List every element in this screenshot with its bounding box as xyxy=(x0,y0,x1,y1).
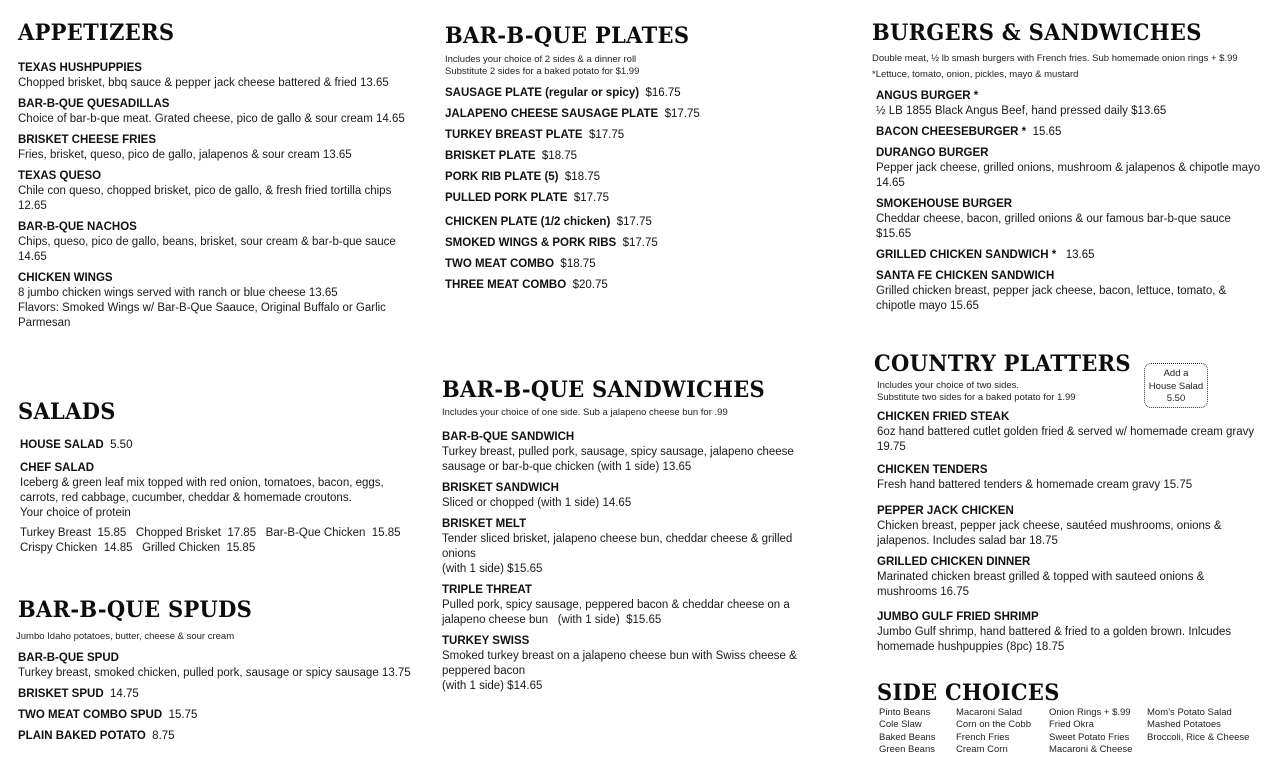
side-item: Fried Okra xyxy=(1049,719,1094,731)
menu-item xyxy=(18,651,428,681)
item-name: TWO MEAT COMBO SPUD xyxy=(18,709,163,721)
item-name: HOUSE SALAD xyxy=(20,439,104,451)
item-name: TURKEY BREAST PLATE xyxy=(445,129,583,141)
item-name: BAR-B-QUE SPUD xyxy=(18,652,119,664)
item-name: GRILLED CHICKEN SANDWICH * xyxy=(876,249,1057,261)
item-desc: Pepper jack cheese, grilled onions, mushroom & jalapenos & chipotle mayo xyxy=(876,162,1261,174)
item-name: BRISKET CHEESE FRIES xyxy=(18,134,157,146)
menu-item xyxy=(876,248,1272,263)
item-desc: Chicken breast, pepper jack cheese, sautéed mushrooms, onions & xyxy=(877,520,1222,532)
item-desc: Fresh hand battered tenders & homemade cream gravy 15.75 xyxy=(877,479,1193,491)
item-name: THREE MEAT COMBO xyxy=(445,279,567,291)
item-name: CHICKEN WINGS xyxy=(18,272,113,284)
side-item: Broccoli, Rice & Cheese xyxy=(1147,731,1250,743)
menu-item xyxy=(445,191,855,206)
item-price: 15.75 xyxy=(168,709,198,721)
platters-title: COUNTRY PLATTERS xyxy=(874,350,1131,377)
sides-grid xyxy=(877,707,1277,756)
item-price: $15.65 xyxy=(876,228,912,240)
item-price: $17.75 xyxy=(588,129,625,141)
menu-item xyxy=(18,729,428,744)
spuds-note: Jumbo Idaho potatoes, butter, cheese & sour cream xyxy=(16,631,235,642)
item-price: 5.50 xyxy=(110,439,133,451)
item-desc: 8 jumbo chicken wings served with ranch or blue cheese 13.65 xyxy=(18,287,338,299)
item-desc: ½ LB 1855 Black Angus Beef, hand pressed daily $13.65 xyxy=(876,105,1167,117)
item-desc: chipotle mayo 15.65 xyxy=(876,300,979,312)
menu-item xyxy=(877,610,1274,655)
item-price: $16.75 xyxy=(645,87,681,99)
item-price: (with 1 side) $15.65 xyxy=(442,563,543,575)
item-name: PLAIN BAKED POTATO xyxy=(18,730,146,742)
item-flavors-cont: Parmesan xyxy=(18,317,71,329)
item-name: CHICKEN PLATE (1/2 chicken) xyxy=(445,216,611,228)
item-desc: Chile con queso, chopped brisket, pico de gallo, & fresh fried tortilla chips xyxy=(18,185,392,197)
menu-item xyxy=(445,170,855,185)
item-name: PORK RIB PLATE (5) xyxy=(445,171,559,183)
side-item: Corn on the Cobb xyxy=(956,719,1031,731)
item-desc: jalapenos. Includes salad bar 18.75 xyxy=(877,535,1058,547)
item-name: BRISKET PLATE xyxy=(445,150,536,162)
menu-item xyxy=(442,481,852,511)
item-name: GRILLED CHICKEN DINNER xyxy=(877,556,1031,568)
item-price: $17.75 xyxy=(622,237,658,249)
item-price: 14.65 xyxy=(18,251,47,263)
sides-column xyxy=(879,707,956,756)
salads-section xyxy=(18,398,428,556)
side-item: Mom’s Potato Salad xyxy=(1147,707,1232,718)
item-name: CHICKEN TENDERS xyxy=(877,464,988,476)
menu-item xyxy=(876,125,1272,140)
item-desc: Cheddar cheese, bacon, grilled onions & our famous bar-b-que sauce xyxy=(876,213,1231,225)
item-price: 8.75 xyxy=(152,730,175,742)
sides-column xyxy=(956,707,1049,756)
item-name: BRISKET SPUD xyxy=(18,688,104,700)
menu-item xyxy=(442,517,852,577)
sides-section xyxy=(877,679,1277,756)
menu-item xyxy=(18,220,428,265)
protein-options: Crispy Chicken 14.85 Grilled Chicken 15.85 xyxy=(20,542,256,554)
item-name: JUMBO GULF FRIED SHRIMP xyxy=(877,611,1039,623)
item-price: 12.65 xyxy=(18,200,47,212)
item-desc: sausage or bar-b-que chicken (with 1 side) 13.65 xyxy=(442,461,692,473)
platters-note: Substitute two sides for a baked potato for 1.99 xyxy=(877,392,1076,403)
menu-item xyxy=(445,149,855,164)
item-desc: Turkey breast, pulled pork, sausage, spicy sausage, jalapeno cheese xyxy=(442,446,794,458)
item-name: SMOKEHOUSE BURGER xyxy=(876,198,1013,210)
side-item: Cream Corn xyxy=(956,743,1008,755)
menu-item xyxy=(445,107,855,122)
item-desc: Chopped brisket, bbq sauce & pepper jack cheese battered & fried 13.65 xyxy=(18,77,389,89)
menu-item xyxy=(445,257,855,272)
side-item: Cole Slaw xyxy=(879,719,922,731)
menu-item xyxy=(877,410,1274,455)
item-name: PEPPER JACK CHICKEN xyxy=(877,505,1014,517)
bbq-sandwiches-note: Includes your choice of one side. Sub a jalapeno cheese bun for .99 xyxy=(442,407,728,418)
item-desc: Your choice of protein xyxy=(20,507,131,519)
item-desc: Fries, brisket, queso, pico de gallo, jalapenos & sour cream 13.65 xyxy=(18,149,352,161)
burgers-note: Double meat, ½ lb smash burgers with French fries. Sub homemade onion rings + $.99 xyxy=(872,53,1238,64)
appetizers-section xyxy=(18,19,428,331)
plates-title: BAR-B-QUE PLATES xyxy=(445,22,690,49)
item-name: BRISKET MELT xyxy=(442,518,527,530)
menu-item xyxy=(442,583,852,628)
item-name: TRIPLE THREAT xyxy=(442,584,532,596)
item-name: BRISKET SANDWICH xyxy=(442,482,559,494)
item-desc: Pulled pork, spicy sausage, peppered bacon & cheddar cheese on a xyxy=(442,599,790,611)
item-name: DURANGO BURGER xyxy=(876,147,989,159)
menu-item xyxy=(876,197,1272,242)
chef-salad xyxy=(20,461,428,556)
side-item: Baked Beans xyxy=(879,731,936,743)
item-desc: peppered bacon xyxy=(442,665,526,677)
plates-note: Substitute 2 sides for a baked potato for $1.99 xyxy=(445,66,640,77)
item-desc: Iceberg & green leaf mix topped with red onion, tomatoes, bacon, eggs, xyxy=(20,477,384,489)
plates-section xyxy=(445,22,855,293)
item-name: SANTA FE CHICKEN SANDWICH xyxy=(876,270,1055,282)
item-name: TWO MEAT COMBO xyxy=(445,258,555,270)
item-name: ANGUS BURGER * xyxy=(876,90,979,102)
menu-item xyxy=(445,128,855,143)
item-price: 15.65 xyxy=(1032,126,1062,138)
sides-column xyxy=(1147,707,1249,756)
add-house-salad-badge xyxy=(1144,363,1208,408)
item-name: TURKEY SWISS xyxy=(442,635,530,647)
menu-item xyxy=(18,708,428,723)
item-desc: jalapeno cheese bun (with 1 side) $15.65 xyxy=(442,614,662,626)
burgers-section xyxy=(872,19,1272,314)
item-name: TEXAS HUSHPUPPIES xyxy=(18,62,142,74)
platters-note: Includes your choice of two sides. xyxy=(877,380,1020,391)
item-name: BAR-B-QUE NACHOS xyxy=(18,221,137,233)
item-price: 19.75 xyxy=(877,441,906,453)
item-desc: Choice of bar-b-que meat. Grated cheese, pico de gallo & sour cream 14.65 xyxy=(18,113,405,125)
badge-line: Add a xyxy=(1163,368,1189,379)
item-name: BAR-B-QUE SANDWICH xyxy=(442,431,575,443)
item-desc: Grilled chicken breast, pepper jack cheese, bacon, lettuce, tomato, & xyxy=(876,285,1227,297)
menu-item xyxy=(445,236,855,251)
menu-item xyxy=(18,169,428,214)
item-name: BAR-B-QUE QUESADILLAS xyxy=(18,98,170,110)
sides-title: SIDE CHOICES xyxy=(877,679,1060,706)
badge-price: 5.50 xyxy=(1166,393,1186,404)
burgers-note: *Lettuce, tomato, onion, pickles, mayo & mustard xyxy=(872,69,1079,80)
item-desc: onions xyxy=(442,548,476,560)
menu-item xyxy=(877,504,1274,549)
item-desc: homemade hushpuppies (8pc) 18.75 xyxy=(877,641,1065,653)
item-price: 14.75 xyxy=(110,688,139,700)
item-desc: Jumbo Gulf shrimp, hand battered & fried to a golden brown. Inlcudes xyxy=(877,626,1232,638)
menu-item xyxy=(442,634,852,694)
item-desc: Smoked turkey breast on a jalapeno cheese bun with Swiss cheese & xyxy=(442,650,797,662)
menu-item xyxy=(445,278,855,293)
side-item: Green Beans xyxy=(879,743,935,755)
menu-item xyxy=(877,463,1274,493)
menu-item xyxy=(876,146,1272,191)
menu-item xyxy=(445,86,855,101)
protein-options: Turkey Breast 15.85 Chopped Brisket 17.85 Bar-B-Que Chicken 15.85 xyxy=(20,527,401,539)
house-salad xyxy=(20,438,428,453)
platters-section xyxy=(874,350,1274,655)
item-name: TEXAS QUESO xyxy=(18,170,102,182)
item-flavors: Flavors: Smoked Wings w/ Bar-B-Que Saauce, Original Buffalo or Garlic xyxy=(18,302,386,314)
item-desc: 6oz hand battered cutlet golden fried & served w/ homemade cream gravy xyxy=(877,426,1255,438)
side-item: Macaroni Salad xyxy=(956,707,1023,718)
side-item: Pinto Beans xyxy=(879,707,931,718)
menu-item xyxy=(445,215,855,230)
spuds-section xyxy=(18,596,428,744)
item-name: CHICKEN FRIED STEAK xyxy=(877,411,1010,423)
item-price: $18.75 xyxy=(560,258,596,270)
item-price: $17.75 xyxy=(664,108,700,120)
plates-note: Includes your choice of 2 sides & a dinner roll xyxy=(445,54,637,65)
item-name: SMOKED WINGS & PORK RIBS xyxy=(445,237,617,249)
side-item: Macaroni & Cheese xyxy=(1049,743,1133,755)
item-name: PULLED PORK PLATE xyxy=(445,192,568,204)
item-price: $18.75 xyxy=(541,150,578,162)
item-desc: Tender sliced brisket, jalapeno cheese bun, cheddar cheese & grilled xyxy=(442,533,793,545)
menu-item xyxy=(876,89,1272,119)
item-name: SAUSAGE PLATE (regular or spicy) xyxy=(445,87,640,99)
burgers-title: BURGERS & SANDWICHES xyxy=(872,19,1202,46)
menu-item xyxy=(18,271,428,331)
item-price: $17.75 xyxy=(616,216,652,228)
side-item: Onion Rings + $.99 xyxy=(1049,707,1131,718)
salads-title: SALADS xyxy=(18,398,116,425)
item-name: BACON CHEESEBURGER * xyxy=(876,126,1027,138)
item-price: 14.65 xyxy=(876,177,905,189)
menu-item xyxy=(18,97,428,127)
item-price: $17.75 xyxy=(573,192,610,204)
item-price: 13.65 xyxy=(1065,249,1095,261)
item-desc: Marinated chicken breast grilled & topped with sauteed onions & xyxy=(877,571,1205,583)
item-price: (with 1 side) $14.65 xyxy=(442,680,543,692)
menu-item xyxy=(18,133,428,163)
item-name: CHEF SALAD xyxy=(20,462,95,474)
item-desc: Turkey breast, smoked chicken, pulled pork, sausage or spicy sausage 13.75 xyxy=(18,667,411,679)
sides-column xyxy=(1049,707,1147,756)
item-price: $18.75 xyxy=(564,171,601,183)
bbq-sandwiches-title: BAR-B-QUE SANDWICHES xyxy=(442,376,765,403)
item-price: $20.75 xyxy=(572,279,608,291)
side-item: Sweet Potato Fries xyxy=(1049,731,1130,743)
side-item: Mashed Potatoes xyxy=(1147,719,1221,731)
menu-item xyxy=(442,430,852,475)
item-name: JALAPENO CHEESE SAUSAGE PLATE xyxy=(445,108,659,120)
appetizers-title: APPETIZERS xyxy=(18,19,175,46)
spuds-title: BAR-B-QUE SPUDS xyxy=(18,596,253,623)
menu-item xyxy=(877,555,1274,600)
bbq-sandwiches-section xyxy=(442,376,852,694)
menu-item xyxy=(18,61,428,91)
item-desc: Chips, queso, pico de gallo, beans, brisket, sour cream & bar-b-que sauce xyxy=(18,236,396,248)
item-desc: Sliced or chopped (with 1 side) 14.65 xyxy=(442,497,632,509)
badge-line: House Salad xyxy=(1148,380,1204,392)
item-desc: mushrooms 16.75 xyxy=(877,586,970,598)
menu-item xyxy=(18,687,428,702)
menu-item xyxy=(876,269,1272,314)
side-item: French Fries xyxy=(956,731,1010,743)
item-desc: carrots, red cabbage, cucumber, cheddar & homemade croutons. xyxy=(20,492,352,504)
